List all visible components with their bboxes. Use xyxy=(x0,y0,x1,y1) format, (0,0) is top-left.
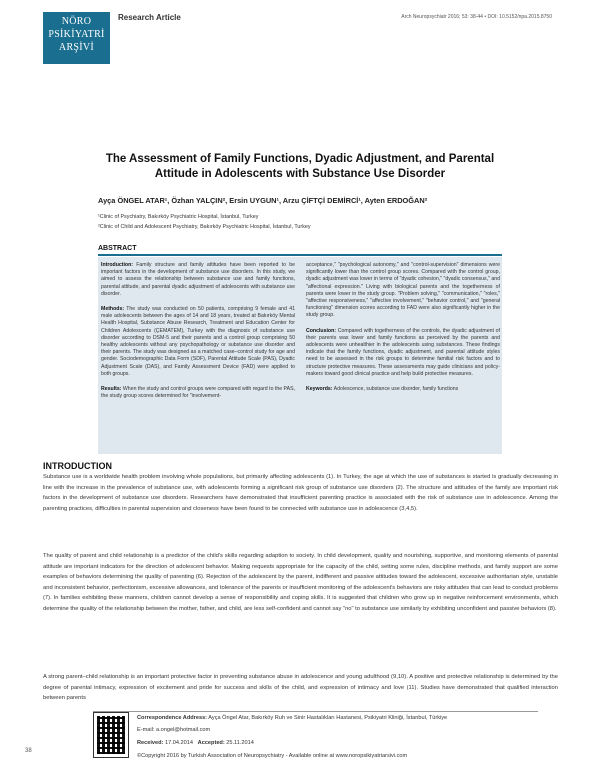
author-list: Ayça ÖNGEL ATAR¹, Özhan YALÇIN², Ersin UYGUN¹, Arzu ÇİFTÇİ DEMİRCİ¹, Ayten ERDOĞAN² xyxy=(98,196,428,205)
logo-line: PSİKİYATRİ xyxy=(48,29,105,40)
affiliation: ²Clinic of Child and Adolescent Psychiatry, Bakırköy Psychiatric Hospital, İstanbul, Turkey xyxy=(98,224,311,230)
abstract-results-continued: acceptance," "psychological autonomy," and "control-supervision" dimensions were significantly lower than the control group scores. Compared with the control group, dyadic adjustment was lower in terms of "dyadic cohesion," "dyadic consensus," and "affectional expression." Living with biological parents and the togetherness of parents were lower in the study group. "Problem solving," "communication," "roles," "affective responsiveness," "affective involvement," "behavior control," and "general functioning" dimension scores according to FAD were also significantly higher in the study group. xyxy=(306,262,500,319)
journal-reference: Arch Neuropsychiatr 2016; 53: 38-44 • DOI: 10.5152/npa.2015.8750 xyxy=(401,14,552,20)
paper-title: The Assessment of Family Functions, Dyadic Adjustment, and Parental Attitude in Adolescents with Substance Use Disorder xyxy=(105,153,495,180)
qr-code-icon xyxy=(93,712,129,758)
page-number: 38 xyxy=(25,748,32,754)
body-paragraph: Substance use is a worldwide health problem involving whole populations, but primarily affecting adolescents (1). In Turkey, the age at which the use of substances is started is gradually decreasing in line with the increase in the prevalence of substance use, with adolescents forming a significant risk group of substance use disorders (2). The structure and attitudes of the family are important risk factors in the development of substance use disorders. Researchers have demonstrated that insufficient parenting practice is associated with the risk of substance use in adolescence. Among the parenting practices, difficulties in parental supervision and closeness have been found to be connected with substance use in adolescence (3,4,5). xyxy=(43,474,558,512)
abstract-results: Results: When the study and control groups were compared with regard to the PAS, the study group scores determined for "involvement- xyxy=(101,386,295,400)
correspondence-email[interactable]: E-mail: a.ongel@hotmail.com xyxy=(137,727,211,733)
footer-divider xyxy=(93,711,538,712)
correspondence-address: Correspondence Address: Ayça Öngel Atar, Bakırköy Ruh ve Sinir Hastalıkları Hastanesi, Psikiyatri Kliniği, İstanbul, Türkiye xyxy=(137,715,448,721)
abstract-conclusion: Conclusion: Compared with togetherness of the controls, the dyadic adjustment of their parents was lower and family functions as perceived by the parents and adolescents were unhealthier in the adolescents using substances. These findings indicate that the family functions, dyadic adjustment, and parental attitude styles need to be assessed in the risk groups to determine familial risk factors and to structure protective measures. These assessments may guide clinicians and policy-makers toward good clinical practice and help build protective measures. xyxy=(306,327,500,377)
abstract-keywords: Keywords: Adolescence, substance use disorder, family functions xyxy=(306,386,459,393)
abstract-right-column xyxy=(306,262,500,401)
introduction-heading: INTRODUCTION xyxy=(43,461,112,471)
logo-line: NÖRO xyxy=(61,16,92,27)
body-paragraph: The quality of parent and child relationship is a predictor of the child's skills regarding adaption to society. In child development, quality and nourishing, supportive, and monitoring elements of parental attitude are important indicators for the direction of adolescent behavior. Making requests appropriate for the capacity of the child, setting some rules, discipline methods, and family support are some examples of behaviors determining the quality of parenting (6). Rejection of the adolescent by the parent, indifferent and passive attitudes toward the adolescent, excessive authoritarian style, unstable and inconsistent behavior, perfectionism, excessive allowances, and tolerance of the parents or insufficient monitoring of the adolescent's behaviors are risky attitudes that can lead to conduct problems (7). In families exhibiting these manners, children cannot develop a sense of responsibility and coping skills. It is suggested that children who grow up in negative reinforcement environments, which determine the quality of the relationship between the mother, father, and child, are less self-confident and cannot say "no" to substance use similarly by exhibiting unconfident and passive behaviors (8). xyxy=(43,553,558,612)
logo-line: ARŞİVİ xyxy=(58,42,95,53)
copyright-notice: ©Copyright 2016 by Turkish Association of Neuropsychiatry - Available online at www.noropsikiyatriarsivi.com xyxy=(137,753,408,759)
received-accepted-dates: Received: 17.04.2014 Accepted: 25.11.2014 xyxy=(137,740,254,746)
body-paragraph: A strong parent–child relationship is an important protective factor in preventing substance abuse in adolescence and young adulthood (9,10). A positive and protective relationship is determined by the degree of parental intimacy, expression of excitement and pride for success and skills of the child, and expression of intimacy and love (11). Studies have demonstrated that qualified interaction between parents xyxy=(43,674,558,701)
abstract-methods: Methods: The study was conducted on 50 patients, comprising 9 female and 41 male adolescents between the ages of 14 and 18 years, treated at Bakırköy Mental Health Hospital, Substance Abuse Research, Treatment and Education Center for Children Adolescents (ÇEMATEM), Turkey with the diagnosis of substance use disorder according to DSM-5 and their parents and a control group comprising 50 healthy adolescents without any psychopathology or substance use disorder and their parents. The study was designed as a matched case–control study for age and gender. Sociodemographic Data Form (SDF), Parental Attitude Scale (PAS), Dyadic Adjustment Scale (DAS), and Family Assessment Device (FAD) were applied to both groups. xyxy=(101,306,295,377)
journal-logo xyxy=(43,12,110,64)
article-type: Research Article xyxy=(118,13,181,22)
abstract-left-column xyxy=(101,262,295,408)
affiliation: ¹Clinic of Psychiatry, Bakırköy Psychiatric Hospital, İstanbul, Turkey xyxy=(98,214,259,220)
abstract-introduction: Introduction: Family structure and family attitudes have been reported to be important factors in the development of substance use disorders. In this study, we aimed to assess the relationship between substance use and family functions, parental attitude, and parental dyadic adjustment of adolescents with substance use disorder. xyxy=(101,262,295,297)
abstract-heading: ABSTRACT xyxy=(98,245,502,256)
